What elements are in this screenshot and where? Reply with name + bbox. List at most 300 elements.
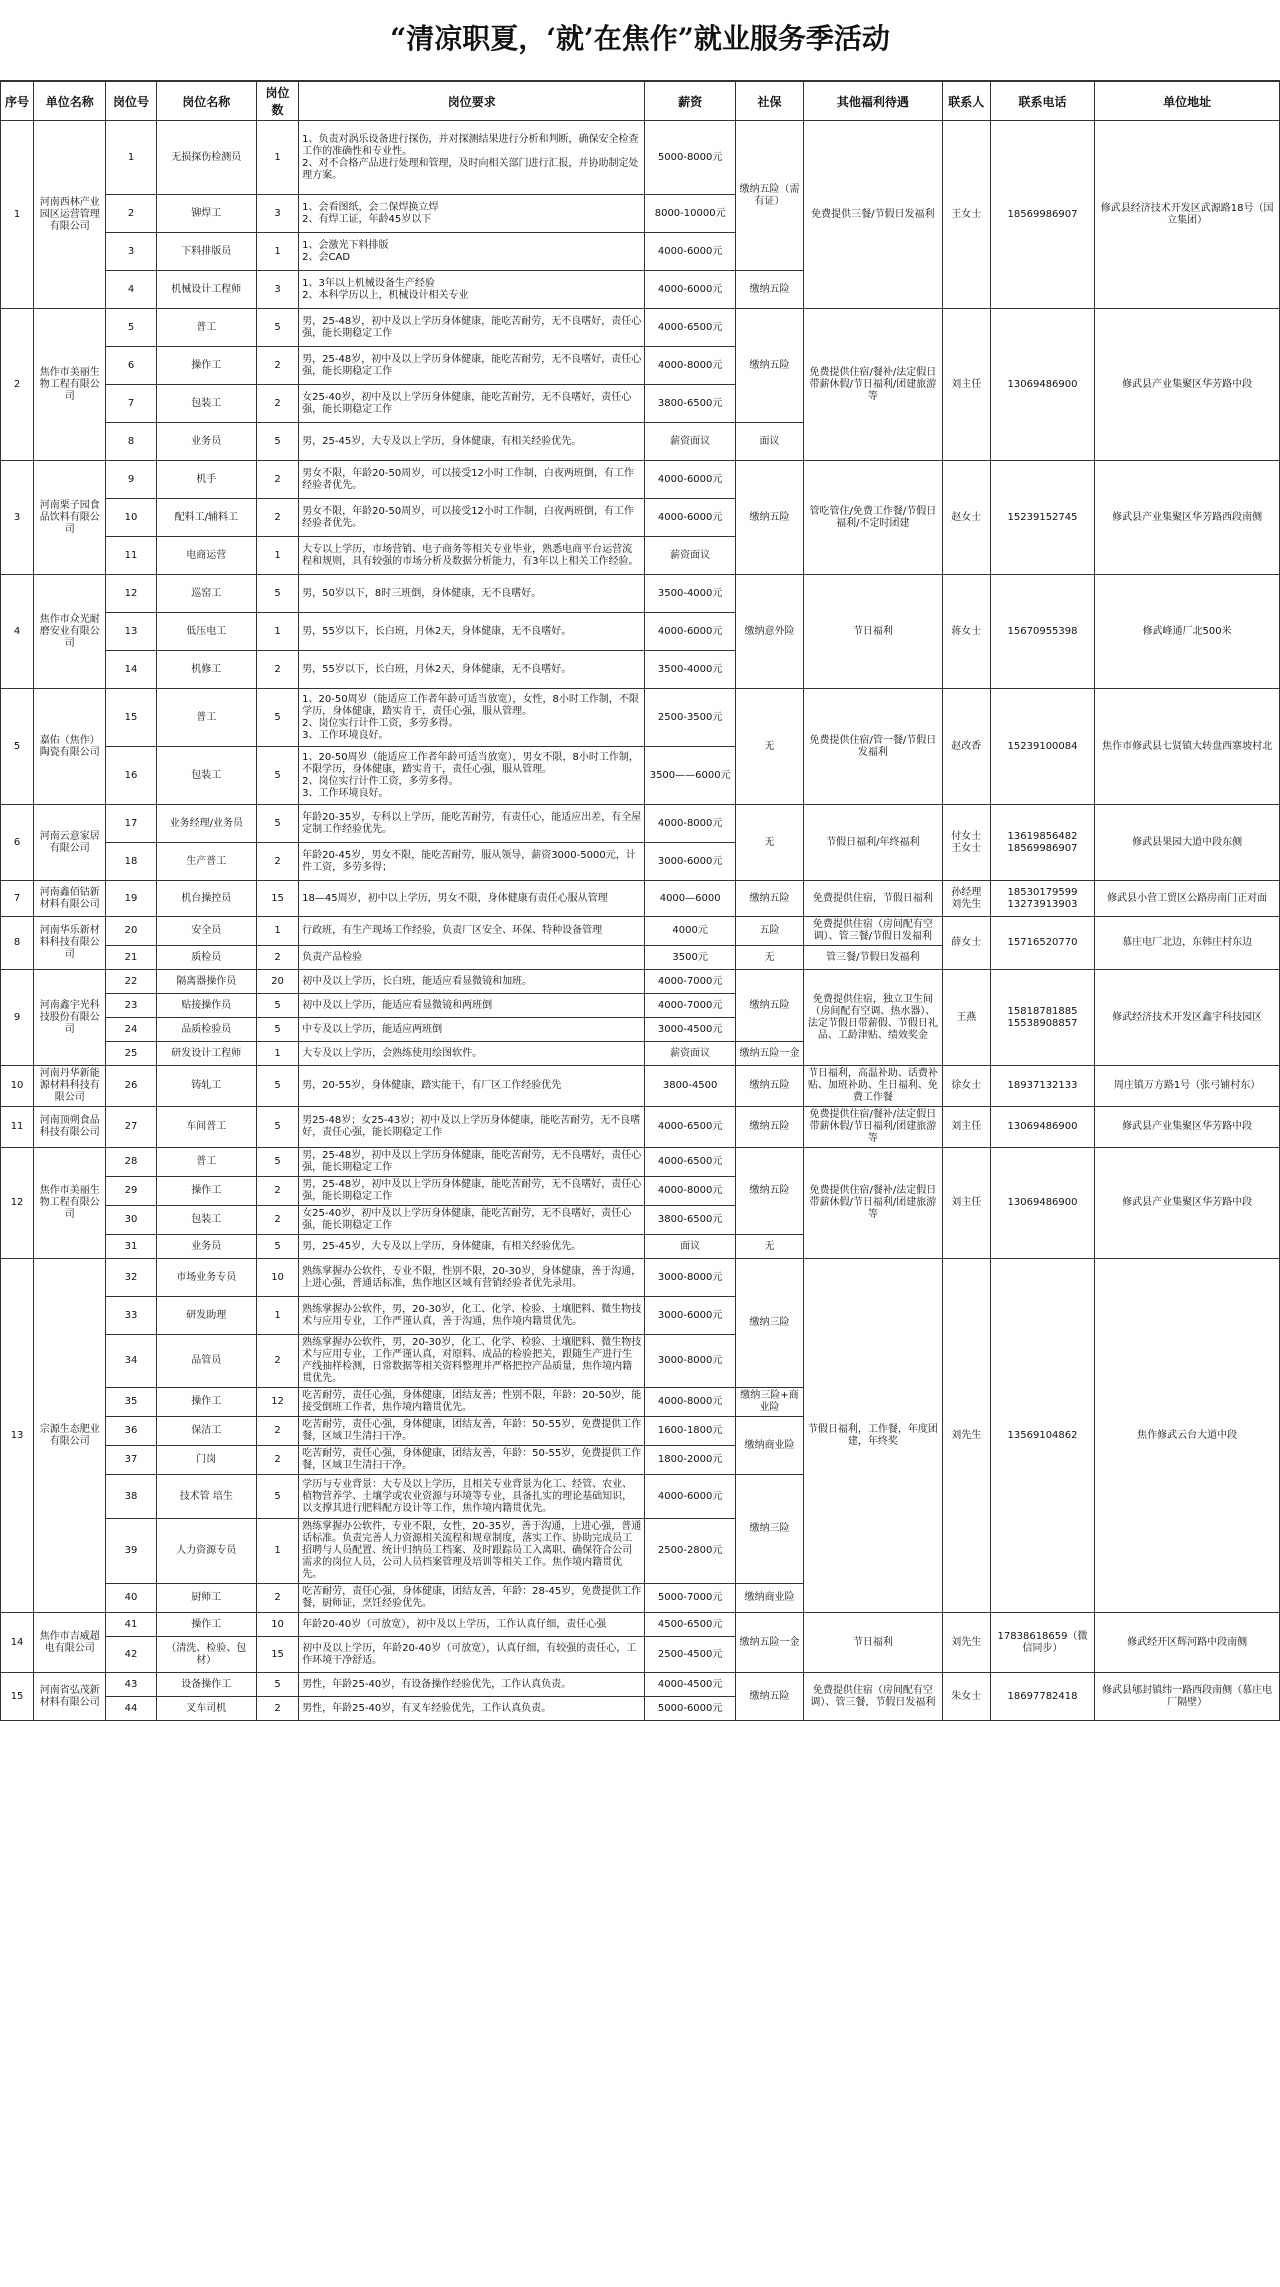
welfare: 节日福利 [804, 575, 943, 689]
company-name: 河南丹华新能源材料科技有限公司 [34, 1066, 106, 1107]
job-title: 设备操作工 [156, 1673, 256, 1697]
company-address: 修武县经济技术开发区武源路18号（国立集团） [1095, 121, 1280, 309]
job-count: 2 [256, 1697, 298, 1721]
company-name: 河南省弘茂新材料有限公司 [34, 1673, 106, 1721]
job-title: 车间普工 [156, 1107, 256, 1148]
header-phone: 联系电话 [990, 82, 1094, 121]
job-title: 普工 [156, 309, 256, 347]
job-count: 20 [256, 970, 298, 994]
social-insurance: 缴纳五险 [735, 271, 803, 309]
job-title: 普工 [156, 1148, 256, 1177]
welfare: 免费提供住宿（房间配有空调）、管三餐，节假日发福利 [804, 1673, 943, 1721]
job-count: 15 [256, 881, 298, 917]
job-no: 4 [106, 271, 156, 309]
job-count: 5 [256, 994, 298, 1018]
job-requirements: 男，25-48岁，初中及以上学历身体健康，能吃苦耐劳，无不良嗜好，责任心强，能长期稳定工作 [299, 347, 645, 385]
job-requirements: 吃苦耐劳，责任心强，身体健康，团结友善；性别不限，年龄：20-50岁，能接受倒班工作者，焦作境内籍贯优先。 [299, 1388, 645, 1417]
header-job-count: 岗位数 [256, 82, 298, 121]
job-title: 厨师工 [156, 1584, 256, 1613]
company-name: 河南云意家居有限公司 [34, 805, 106, 881]
contact-person: 王女士 [942, 121, 990, 309]
job-count: 2 [256, 651, 298, 689]
table-row [1, 1613, 1280, 1637]
contact-person: 王燕 [942, 970, 990, 1066]
social-insurance: 缴纳五险 [735, 970, 803, 1042]
jobs-table [0, 81, 1280, 1721]
job-salary: 8000-10000元 [645, 195, 735, 233]
job-salary: 3500-4000元 [645, 651, 735, 689]
job-count: 2 [256, 1335, 298, 1388]
job-title: 叉车司机 [156, 1697, 256, 1721]
company-address: 修武县产业集聚区华芳路西段南侧 [1095, 461, 1280, 575]
header-address: 单位地址 [1095, 82, 1280, 121]
job-salary: 薪资面议 [645, 423, 735, 461]
job-title: 研发设计工程师 [156, 1042, 256, 1066]
company-address: 周庄镇万方路1号（张弓铺村东） [1095, 1066, 1280, 1107]
jobs-body [1, 121, 1280, 1721]
company-name: 嘉佑（焦作）陶瓷有限公司 [34, 689, 106, 805]
job-salary: 1600-1800元 [645, 1417, 735, 1446]
job-salary: 3000-8000元 [645, 1335, 735, 1388]
job-title: 电商运营 [156, 537, 256, 575]
job-count: 2 [256, 946, 298, 970]
social-insurance: 无 [735, 689, 803, 805]
job-no: 16 [106, 747, 156, 805]
social-insurance: 面议 [735, 423, 803, 461]
welfare: 免费提供住宿/餐补/法定假日带薪休假/节日福利/团建旅游等 [804, 309, 943, 461]
job-count: 10 [256, 1613, 298, 1637]
job-requirements: 18—45周岁，初中以上学历，男女不限，身体健康有责任心服从管理 [299, 881, 645, 917]
job-count: 1 [256, 233, 298, 271]
job-no: 18 [106, 843, 156, 881]
job-salary: 4000-8000元 [645, 1388, 735, 1417]
job-count: 5 [256, 1673, 298, 1697]
welfare: 管吃管住/免费工作餐/节假日福利/不定时团建 [804, 461, 943, 575]
contact-phone: 17838618659（微信同步） [990, 1613, 1094, 1673]
job-count: 2 [256, 461, 298, 499]
job-salary: 5000-8000元 [645, 121, 735, 195]
company-address: 修武县郇封镇纬一路西段南侧（慕庄电厂隔壁） [1095, 1673, 1280, 1721]
job-salary: 1800-2000元 [645, 1446, 735, 1475]
job-no: 20 [106, 917, 156, 946]
company-name: 焦作市吉威超电有限公司 [34, 1613, 106, 1673]
company-address: 修武县产业集聚区华芳路中段 [1095, 1107, 1280, 1148]
job-requirements: 女25-40岁，初中及以上学历身体健康，能吃苦耐劳，无不良嗜好，责任心强，能长期稳定工作 [299, 1206, 645, 1235]
job-salary: 2500-4500元 [645, 1637, 735, 1673]
job-no: 43 [106, 1673, 156, 1697]
job-salary: 面议 [645, 1235, 735, 1259]
job-count: 5 [256, 689, 298, 747]
job-requirements: 负责产品检验 [299, 946, 645, 970]
job-count: 5 [256, 309, 298, 347]
social-insurance: 缴纳五险 [735, 461, 803, 575]
job-salary: 薪资面议 [645, 1042, 735, 1066]
contact-person: 薛女士 [942, 917, 990, 970]
company-name: 焦作市美丽生物工程有限公司 [34, 309, 106, 461]
job-requirements: 熟练掌握办公软件，专业不限，女性，20-35岁，善于沟通，上进心强，普通话标准。负责完善人力资源相关流程和规章制度，落实工作、协助完成员工招聘与人员配置、统计归纳员工档案、及时跟踪员工入离职、确保符合公司需求的岗位人员，公司人员档案管理及培训等相关工作。焦作境内籍贯优先。 [299, 1519, 645, 1584]
welfare: 节假日福利，工作餐，年度团建，年终奖 [804, 1259, 943, 1613]
contact-phone: 13069486900 [990, 309, 1094, 461]
company-name: 焦作市众光耐磨安业有限公司 [34, 575, 106, 689]
header-job-title: 岗位名称 [156, 82, 256, 121]
job-salary: 3000-6000元 [645, 843, 735, 881]
job-no: 30 [106, 1206, 156, 1235]
table-row [1, 917, 1280, 946]
job-count: 1 [256, 613, 298, 651]
job-title: 质检员 [156, 946, 256, 970]
job-requirements: 男，20-55岁，身体健康，踏实能干，有厂区工作经验优先 [299, 1066, 645, 1107]
job-no: 8 [106, 423, 156, 461]
job-salary: 4000-8000元 [645, 347, 735, 385]
job-salary: 3800-6500元 [645, 385, 735, 423]
social-insurance: 缴纳三险+商业险 [735, 1388, 803, 1417]
job-no: 29 [106, 1177, 156, 1206]
job-title: 业务员 [156, 423, 256, 461]
job-no: 7 [106, 385, 156, 423]
company-address: 修武县果园大道中段东侧 [1095, 805, 1280, 881]
job-salary: 4000—6000 [645, 881, 735, 917]
job-title: 门岗 [156, 1446, 256, 1475]
job-salary: 薪资面议 [645, 537, 735, 575]
page-title: “清凉职夏，‘就’在焦作”就业服务季活动 [0, 0, 1280, 81]
company-address: 慕庄电厂北边，东韩庄村东边 [1095, 917, 1280, 970]
contact-person: 刘先生 [942, 1613, 990, 1673]
job-salary: 4000-6000元 [645, 461, 735, 499]
contact-phone: 15670955398 [990, 575, 1094, 689]
job-title: 安全员 [156, 917, 256, 946]
job-no: 40 [106, 1584, 156, 1613]
table-row [1, 1107, 1280, 1148]
company-seq: 15 [1, 1673, 34, 1721]
job-count: 1 [256, 917, 298, 946]
job-no: 37 [106, 1446, 156, 1475]
job-title: 下料排版员 [156, 233, 256, 271]
contact-person: 徐女士 [942, 1066, 990, 1107]
company-name: 河南鑫佰钴新材料有限公司 [34, 881, 106, 917]
job-count: 5 [256, 1235, 298, 1259]
job-no: 15 [106, 689, 156, 747]
job-requirements: 1、20-50周岁（能适应工作者年龄可适当放宽），女性，8小时工作制，不限学历，身体健康，踏实肯干，责任心强，服从管理。 2、岗位实行计件工资，多劳多得。 3、工作环境良好。 [299, 689, 645, 747]
header-requirements: 岗位要求 [299, 82, 645, 121]
header-contact: 联系人 [942, 82, 990, 121]
company-seq: 2 [1, 309, 34, 461]
job-title: 品管员 [156, 1335, 256, 1388]
social-insurance: 缴纳五险一金 [735, 1613, 803, 1673]
job-title: 市场业务专员 [156, 1259, 256, 1297]
contact-phone: 15716520770 [990, 917, 1094, 970]
job-requirements: 大专及以上学历，会熟练使用绘图软件。 [299, 1042, 645, 1066]
job-requirements: 初中及以上学历，年龄20-40岁（可放宽），认真仔细，有较强的责任心，工作环境干净舒适。 [299, 1637, 645, 1673]
contact-phone: 18697782418 [990, 1673, 1094, 1721]
table-row [1, 461, 1280, 499]
job-requirements: 女25-40岁，初中及以上学历身体健康，能吃苦耐劳，无不良嗜好，责任心强，能长期稳定工作 [299, 385, 645, 423]
job-count: 2 [256, 499, 298, 537]
job-requirements: 吃苦耐劳，责任心强，身体健康，团结友善，年龄：50-55岁，免费提供工作餐，区域卫生清扫干净。 [299, 1417, 645, 1446]
job-title: 机手 [156, 461, 256, 499]
table-row [1, 1259, 1280, 1297]
job-title: 铸轧工 [156, 1066, 256, 1107]
job-salary: 2500-2800元 [645, 1519, 735, 1584]
job-count: 2 [256, 1417, 298, 1446]
contact-phone: 13069486900 [990, 1107, 1094, 1148]
job-requirements: 男，55岁以下，长白班，月休2天，身体健康，无不良嗜好。 [299, 613, 645, 651]
job-requirements: 熟练掌握办公软件，男，20-30岁，化工、化学、检验、土壤肥料、微生物技术与应用专业，工作严谨认真，善于沟通，焦作境内籍贯优先。 [299, 1297, 645, 1335]
job-count: 2 [256, 1584, 298, 1613]
company-seq: 5 [1, 689, 34, 805]
welfare: 节日福利 [804, 1613, 943, 1673]
company-seq: 1 [1, 121, 34, 309]
job-count: 2 [256, 843, 298, 881]
job-no: 10 [106, 499, 156, 537]
job-no: 39 [106, 1519, 156, 1584]
header-social-insurance: 社保 [735, 82, 803, 121]
job-requirements: 男，55岁以下，长白班，月休2天，身体健康，无不良嗜好。 [299, 651, 645, 689]
job-count: 5 [256, 575, 298, 613]
job-title: 人力资源专员 [156, 1519, 256, 1584]
job-no: 21 [106, 946, 156, 970]
social-insurance: 缴纳五险一金 [735, 1042, 803, 1066]
job-title: 保洁工 [156, 1417, 256, 1446]
job-requirements: 男25-48岁；女25-43岁；初中及以上学历身体健康，能吃苦耐劳，无不良嗜好，责任心强，能长期稳定工作 [299, 1107, 645, 1148]
job-requirements: 行政班，有生产现场工作经验，负责厂区安全、环保、特种设备管理 [299, 917, 645, 946]
job-salary: 3500-4000元 [645, 575, 735, 613]
welfare: 免费提供住宿/餐补/法定假日带薪休假/节日福利/团建旅游等 [804, 1148, 943, 1259]
welfare: 节日福利，高温补助、话费补贴、加班补助、生日福利、免费工作餐 [804, 1066, 943, 1107]
company-seq: 8 [1, 917, 34, 970]
header-company: 单位名称 [34, 82, 106, 121]
job-title: （清洗、检验、包材） [156, 1637, 256, 1673]
social-insurance: 缴纳商业险 [735, 1417, 803, 1475]
job-salary: 2500-3500元 [645, 689, 735, 747]
social-insurance: 缴纳三险 [735, 1475, 803, 1584]
job-requirements: 学历与专业背景：大专及以上学历，且相关专业背景为化工、经管、农业、植物营养学、土壤学或农业资源与环境等专业，具备扎实的理论基础知识，以支撑其进行肥料配方设计等工作，焦作境内籍贯优先。 [299, 1475, 645, 1519]
job-salary: 3000-4500元 [645, 1018, 735, 1042]
contact-phone: 15818781885 15538908857 [990, 970, 1094, 1066]
company-address: 修武经济技术开发区鑫宇科技园区 [1095, 970, 1280, 1066]
table-row [1, 121, 1280, 195]
social-insurance: 缴纳五险 [735, 1066, 803, 1107]
job-requirements: 1、会激光下料排版 2、会CAD [299, 233, 645, 271]
job-count: 1 [256, 1042, 298, 1066]
header-row [1, 82, 1280, 121]
header-job-no: 岗位号 [106, 82, 156, 121]
job-requirements: 1、20-50周岁（能适应工作者年龄可适当放宽），男女不限，8小时工作制，不限学历，身体健康，踏实肯干，责任心强，服从管理。 2、岗位实行计件工资，多劳多得。 3、工作环境良好。 [299, 747, 645, 805]
social-insurance: 缴纳五险 [735, 1107, 803, 1148]
social-insurance: 缴纳五险 [735, 1148, 803, 1235]
job-no: 36 [106, 1417, 156, 1446]
job-salary: 4500-6500元 [645, 1613, 735, 1637]
job-count: 5 [256, 1107, 298, 1148]
job-salary: 4000-4500元 [645, 1673, 735, 1697]
job-title: 包装工 [156, 385, 256, 423]
job-no: 11 [106, 537, 156, 575]
contact-phone: 18937132133 [990, 1066, 1094, 1107]
job-no: 2 [106, 195, 156, 233]
table-row [1, 689, 1280, 747]
contact-phone: 15239152745 [990, 461, 1094, 575]
job-no: 27 [106, 1107, 156, 1148]
job-count: 5 [256, 747, 298, 805]
job-salary: 3500元 [645, 946, 735, 970]
contact-person: 刘主任 [942, 309, 990, 461]
job-no: 35 [106, 1388, 156, 1417]
table-row [1, 1148, 1280, 1177]
job-title: 包装工 [156, 747, 256, 805]
job-requirements: 男女不限，年龄20-50周岁，可以接受12小时工作制，白夜两班倒，有工作经验者优先。 [299, 461, 645, 499]
job-count: 5 [256, 1148, 298, 1177]
social-insurance: 缴纳五险 [735, 1673, 803, 1721]
contact-phone: 13619856482 18569986907 [990, 805, 1094, 881]
contact-phone: 18569986907 [990, 121, 1094, 309]
job-requirements: 初中及以上学历，能适应看显微镜和两班倒 [299, 994, 645, 1018]
job-title: 品质检验员 [156, 1018, 256, 1042]
job-salary: 3000-8000元 [645, 1259, 735, 1297]
company-seq: 11 [1, 1107, 34, 1148]
company-seq: 14 [1, 1613, 34, 1673]
job-salary: 4000-8000元 [645, 805, 735, 843]
job-count: 3 [256, 195, 298, 233]
job-no: 14 [106, 651, 156, 689]
job-title: 操作工 [156, 1388, 256, 1417]
job-no: 38 [106, 1475, 156, 1519]
job-salary: 4000-7000元 [645, 994, 735, 1018]
job-count: 2 [256, 1177, 298, 1206]
job-title: 机械设计工程师 [156, 271, 256, 309]
header-salary: 薪资 [645, 82, 735, 121]
job-count: 12 [256, 1388, 298, 1417]
job-no: 32 [106, 1259, 156, 1297]
job-requirements: 吃苦耐劳，责任心强，身体健康，团结友善，年龄：28-45岁，免费提供工作餐，厨师证，烹饪经验优先。 [299, 1584, 645, 1613]
job-count: 5 [256, 1018, 298, 1042]
company-address: 焦作修武云台大道中段 [1095, 1259, 1280, 1613]
welfare: 管三餐/节假日发福利 [804, 946, 943, 970]
company-address: 修武县小营工贸区公路房南门正对面 [1095, 881, 1280, 917]
job-no: 28 [106, 1148, 156, 1177]
company-name: 河南栗子园食品饮料有限公司 [34, 461, 106, 575]
job-count: 2 [256, 385, 298, 423]
job-title: 配料工/辅料工 [156, 499, 256, 537]
social-insurance: 缴纳五险 [735, 309, 803, 423]
job-no: 17 [106, 805, 156, 843]
job-no: 6 [106, 347, 156, 385]
job-count: 1 [256, 121, 298, 195]
job-count: 5 [256, 805, 298, 843]
social-insurance: 缴纳五险 [735, 881, 803, 917]
job-count: 10 [256, 1259, 298, 1297]
company-name: 河南西林产业园区运营管理有限公司 [34, 121, 106, 309]
table-row [1, 1066, 1280, 1107]
job-requirements: 男女不限，年龄20-50周岁，可以接受12小时工作制，白夜两班倒，有工作经验者优先。 [299, 499, 645, 537]
table-row [1, 805, 1280, 843]
job-title: 研发助理 [156, 1297, 256, 1335]
welfare: 节假日福利/年终福利 [804, 805, 943, 881]
job-count: 5 [256, 423, 298, 461]
job-title: 技术管 培生 [156, 1475, 256, 1519]
company-name: 河南顶朔食品科技有限公司 [34, 1107, 106, 1148]
job-requirements: 男，25-48岁，初中及以上学历身体健康，能吃苦耐劳，无不良嗜好，责任心强，能长期稳定工作 [299, 1148, 645, 1177]
job-requirements: 熟练掌握办公软件，专业不限，性别不限，20-30岁，身体健康，善于沟通，上进心强，普通话标准，焦作地区区域有营销经验者优先录用。 [299, 1259, 645, 1297]
job-title: 业务员 [156, 1235, 256, 1259]
social-insurance: 缴纳商业险 [735, 1584, 803, 1613]
company-address: 修武县产业集聚区华芳路中段 [1095, 309, 1280, 461]
job-title: 操作工 [156, 347, 256, 385]
welfare: 免费提供三餐/节假日发福利 [804, 121, 943, 309]
job-requirements: 男，25-48岁，初中及以上学历身体健康，能吃苦耐劳，无不良嗜好，责任心强，能长期稳定工作 [299, 309, 645, 347]
company-seq: 13 [1, 1259, 34, 1613]
company-name: 焦作市美丽生物工程有限公司 [34, 1148, 106, 1259]
company-seq: 3 [1, 461, 34, 575]
table-row [1, 1673, 1280, 1697]
job-title: 生产普工 [156, 843, 256, 881]
job-salary: 3000-6000元 [645, 1297, 735, 1335]
job-requirements: 大专以上学历，市场营销、电子商务等相关专业毕业，熟悉电商平台运营流程和规则，具有较强的市场分析及数据分析能力，有3年以上相关工作经验。 [299, 537, 645, 575]
job-salary: 4000-6000元 [645, 1475, 735, 1519]
job-no: 44 [106, 1697, 156, 1721]
job-requirements: 年龄20-40岁（可放宽），初中及以上学历，工作认真仔细，责任心强 [299, 1613, 645, 1637]
job-title: 巡窑工 [156, 575, 256, 613]
table-row [1, 970, 1280, 994]
job-requirements: 男，50岁以下，8时三班倒，身体健康，无不良嗜好。 [299, 575, 645, 613]
company-address: 修武县产业集聚区华芳路中段 [1095, 1148, 1280, 1259]
job-no: 24 [106, 1018, 156, 1042]
company-name: 宗源生态肥业有限公司 [34, 1259, 106, 1613]
job-count: 1 [256, 537, 298, 575]
job-count: 3 [256, 271, 298, 309]
job-no: 25 [106, 1042, 156, 1066]
job-no: 31 [106, 1235, 156, 1259]
job-count: 5 [256, 1066, 298, 1107]
job-no: 23 [106, 994, 156, 1018]
job-salary: 4000-8000元 [645, 1177, 735, 1206]
job-no: 9 [106, 461, 156, 499]
job-count: 2 [256, 1206, 298, 1235]
job-title: 无损探伤检测员 [156, 121, 256, 195]
company-name: 河南鑫宇光科技股份有限公司 [34, 970, 106, 1066]
job-salary: 4000-6500元 [645, 309, 735, 347]
job-count: 1 [256, 1519, 298, 1584]
job-title: 贴接操作员 [156, 994, 256, 1018]
social-insurance: 五险 [735, 917, 803, 946]
welfare: 免费提供住宿/管一餐/节假日发福利 [804, 689, 943, 805]
job-salary: 4000-7000元 [645, 970, 735, 994]
social-insurance: 无 [735, 1235, 803, 1259]
company-seq: 12 [1, 1148, 34, 1259]
table-row [1, 881, 1280, 917]
contact-person: 刘先生 [942, 1259, 990, 1613]
contact-person: 赵女士 [942, 461, 990, 575]
job-requirements: 男性，年龄25-40岁，有叉车经验优先，工作认真负责。 [299, 1697, 645, 1721]
job-salary: 4000-6500元 [645, 1107, 735, 1148]
job-salary: 4000-6000元 [645, 233, 735, 271]
welfare: 免费提供住宿（房间配有空调）、管三餐/节假日发福利 [804, 917, 943, 946]
job-no: 41 [106, 1613, 156, 1637]
job-salary: 4000元 [645, 917, 735, 946]
social-insurance: 无 [735, 805, 803, 881]
job-requirements: 1、会看图纸，会二保焊换立焊 2、有焊工证，年龄45岁以下 [299, 195, 645, 233]
company-seq: 4 [1, 575, 34, 689]
contact-person: 赵改香 [942, 689, 990, 805]
job-salary: 4000-6000元 [645, 499, 735, 537]
contact-phone: 15239100084 [990, 689, 1094, 805]
job-title: 业务经理/业务员 [156, 805, 256, 843]
contact-person: 刘主任 [942, 1148, 990, 1259]
contact-phone: 13569104862 [990, 1259, 1094, 1613]
job-salary: 3500——6000元 [645, 747, 735, 805]
job-salary: 3800-6500元 [645, 1206, 735, 1235]
job-title: 操作工 [156, 1177, 256, 1206]
job-salary: 3800-4500 [645, 1066, 735, 1107]
job-requirements: 中专及以上学历，能适应两班倒 [299, 1018, 645, 1042]
